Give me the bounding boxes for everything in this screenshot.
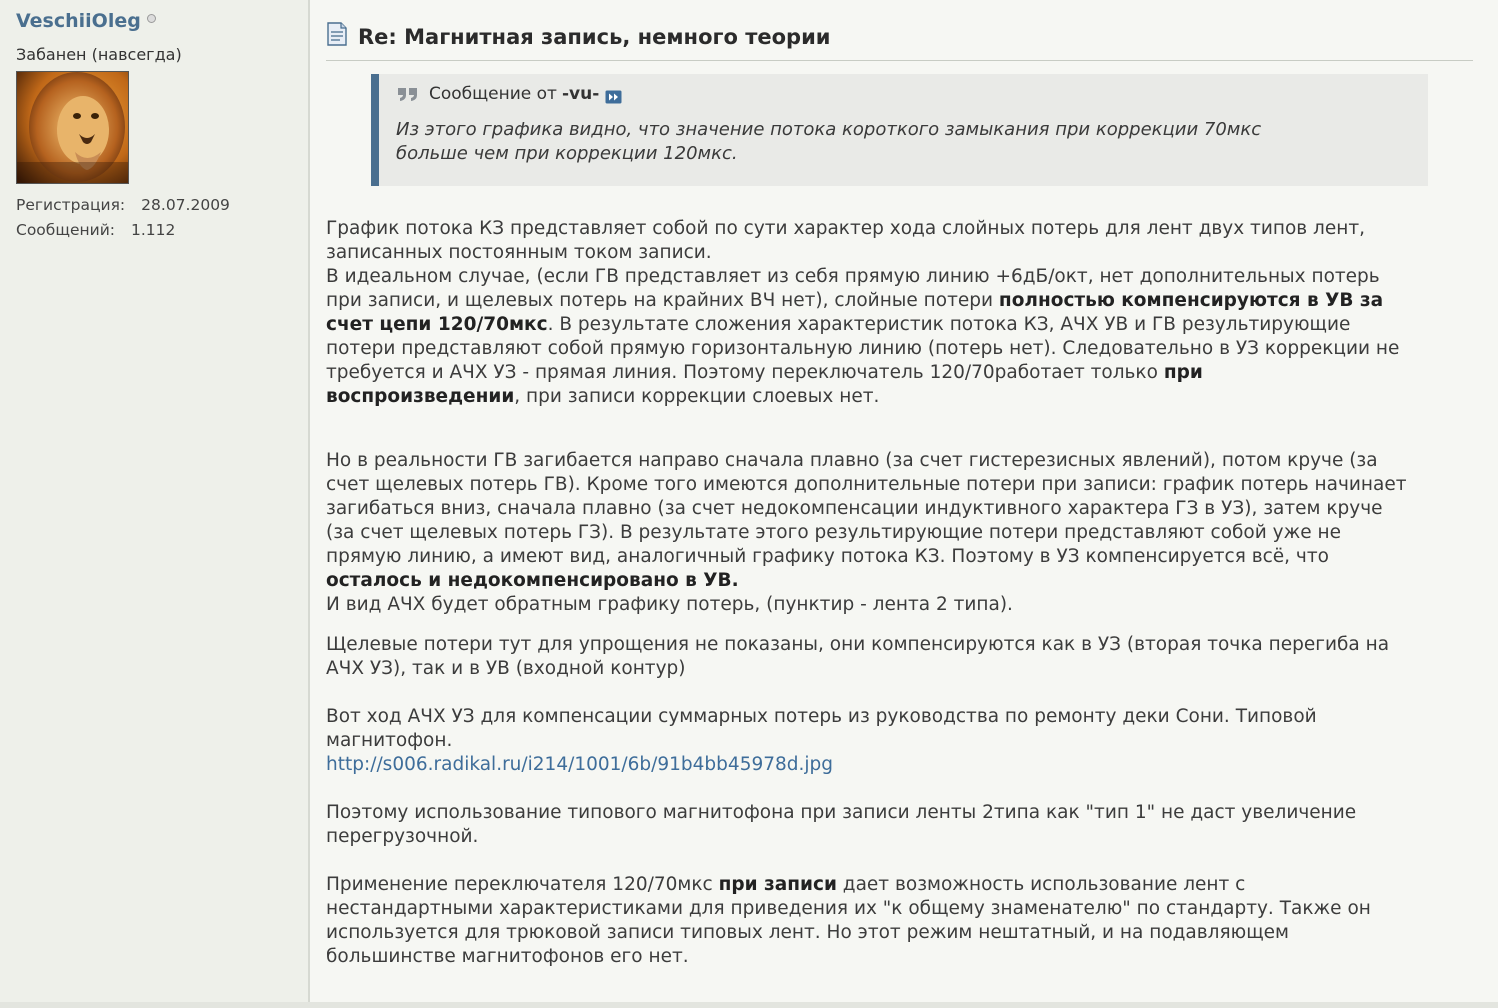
text-line: Вот ход АЧХ УЗ для компенсации суммарных потерь из руководства по ремонту деки Сони. Типовой <box>326 706 1317 727</box>
post-title: Re: Магнитная запись, немного теории <box>358 25 831 49</box>
post-body <box>326 217 1476 969</box>
text-line: прямую линию, а имеют вид, аналогичный графику потока КЗ. Поэтому в УЗ компенсируется всё, что <box>326 546 1329 567</box>
text-line: Поэтому использование типового магнитофона при записи ленты 2типа как "тип 1" не даст увеличение <box>326 802 1357 823</box>
text-line: И вид АЧХ будет обратным графику потерь, (пунктир - лента 2 типа). <box>326 594 1013 615</box>
text-line: Применение переключателя 120/70мкс <box>326 874 719 895</box>
text-line: записанных постоянным током записи. <box>326 242 712 263</box>
status-offline-icon <box>147 14 156 23</box>
paragraph-2 <box>326 449 1476 617</box>
text-line: потери представляют собой прямую горизонтальную линию (потерь нет). Следовательно в УЗ коррекции не <box>326 338 1400 359</box>
user-sidebar <box>0 0 310 1002</box>
text-line: при записи, и щелевых потерь на крайних ВЧ нет), слойные потери <box>326 290 999 311</box>
text-line: перегрузочной. <box>326 826 479 847</box>
text-line: График потока КЗ представляет собой по сути характер хода слойных потерь для лент двух типов лент, <box>326 218 1366 239</box>
username-link[interactable]: VeschiiOleg <box>16 10 141 32</box>
paragraph-3 <box>326 633 1476 681</box>
paragraph-6 <box>326 873 1476 969</box>
quote-line: больше чем при коррекции 120мкс. <box>396 143 738 164</box>
text-line: Но в реальности ГВ загибается направо сначала плавно (за счет гистерезисных явлений), потом круче (за <box>326 450 1378 471</box>
bold-text: при записи <box>718 874 837 895</box>
quote-block <box>371 74 1428 186</box>
username-area <box>16 10 156 32</box>
lion-avatar-image <box>17 72 129 184</box>
post-header <box>326 20 1473 61</box>
quote-header <box>397 84 622 104</box>
messages-count: 1.112 <box>131 221 176 239</box>
text-line: большинстве магнитофонов его нет. <box>326 946 689 967</box>
text-line: требуется и АЧХ УЗ - прямая линия. Поэтому переключатель 120/70работает только <box>326 362 1164 383</box>
user-info <box>16 193 230 243</box>
text-line: Щелевые потери тут для упрощения не показаны, они компенсируются как в УЗ (вторая точка перегиба на <box>326 634 1390 655</box>
text-line: загибаться вниз, сначала плавно (за счет недокомпенсации индуктивного характера ГЗ в УЗ), затем круче <box>326 498 1383 519</box>
paragraph-5 <box>326 801 1476 849</box>
view-post-icon[interactable] <box>605 90 622 104</box>
quote-icon <box>397 86 419 102</box>
quote-prefix: Сообщение от <box>429 84 557 104</box>
text-line: (за счет щелевых потерь ГЗ). В результате этого результирующие потери представляют собой уже не <box>326 522 1342 543</box>
paragraph-4 <box>326 705 1476 777</box>
text-line: дает возможность использование лент с <box>836 874 1246 895</box>
user-title: Забанен (навсегда) <box>16 45 182 64</box>
text-line: В идеальном случае, (если ГВ представляет из себя прямую линию +6дБ/окт, нет дополнительных потерь <box>326 266 1380 287</box>
text-line: используется для трюковой записи типовых лент. Но этот режим нештатный, и на подавляющем <box>326 922 1289 943</box>
bottom-border <box>0 1002 1498 1008</box>
text-line: магнитофон. <box>326 730 453 751</box>
messages-label: Сообщений: <box>16 221 115 239</box>
text-line: нестандартными характеристиками для приведения их "к общему знаменателю" по стандарту. Также он <box>326 898 1371 919</box>
text-line: , при записи коррекции слоевых нет. <box>514 386 880 407</box>
bold-text: при <box>1163 362 1203 383</box>
quote-text <box>396 118 1406 166</box>
avatar[interactable] <box>16 71 129 184</box>
text-line: АЧХ УЗ), так и в УВ (входной контур) <box>326 658 686 679</box>
paragraph-1 <box>326 217 1476 409</box>
image-link[interactable]: http://s006.radikal.ru/i214/1001/6b/91b4bb45978d.jpg <box>326 754 834 775</box>
quote-line: Из этого графика видно, что значение потока короткого замыкания при коррекции 70мкс <box>396 119 1262 140</box>
text-line: . В результате сложения характеристик потока КЗ, АЧХ УВ и ГВ результирующие <box>547 314 1351 335</box>
bold-text: полностью компенсируются в УВ за <box>998 290 1384 311</box>
bold-text: счет цепи 120/70мкс <box>326 314 548 335</box>
bold-text: осталось и недокомпенсировано в УВ. <box>326 570 739 591</box>
text-line: счет щелевых потерь ГВ). Кроме того имеются дополнительные потери при записи: график потерь начинает <box>326 474 1407 495</box>
registration-label: Регистрация: <box>16 196 126 214</box>
registration-date: 28.07.2009 <box>141 196 230 214</box>
quote-author: -vu- <box>561 84 600 104</box>
post-document-icon <box>326 22 348 46</box>
bold-text: воспроизведении <box>326 386 515 407</box>
